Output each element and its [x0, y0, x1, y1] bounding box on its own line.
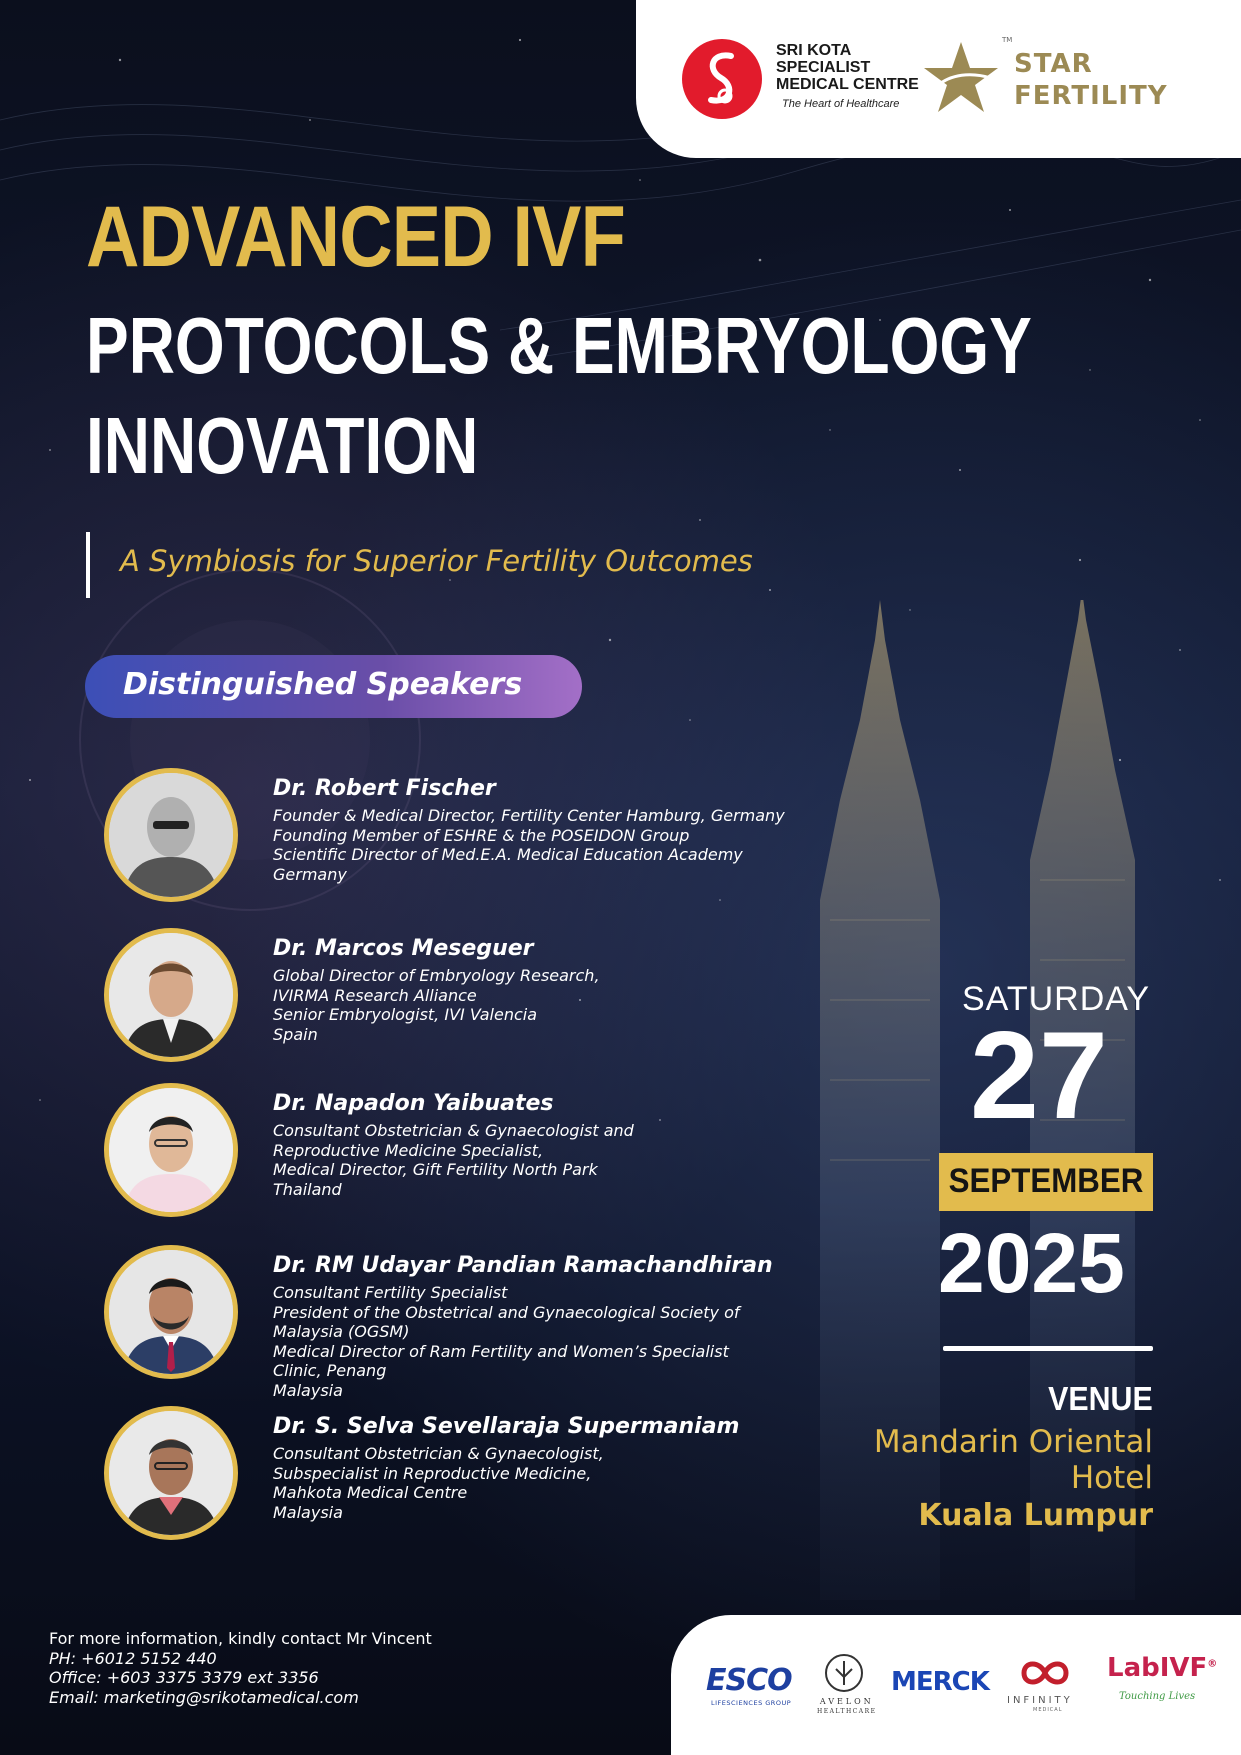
speaker-detail-line: Consultant Obstetrician & Gynaecologist,	[273, 1444, 604, 1463]
contact-email: Email: marketing@srikotamedical.com	[49, 1687, 359, 1707]
labivf-logo	[1107, 1653, 1217, 1683]
speaker-details	[273, 1283, 740, 1400]
speaker-name: Dr. RM Udayar Pandian Ramachandhiran	[273, 1253, 773, 1278]
avelon-name: AVELON	[819, 1697, 874, 1706]
speaker-detail-line: Spain	[273, 1024, 318, 1044]
person-icon	[109, 773, 233, 897]
star-fertility-line-2: FERTILITY	[1014, 81, 1168, 111]
speaker-details	[273, 966, 600, 1044]
speaker-detail-line: Clinic, Penang	[273, 1361, 387, 1380]
sri-kota-line-3: MEDICAL CENTRE	[776, 76, 919, 93]
contact-intro: For more information, kindly contact Mr Vincent	[49, 1629, 432, 1648]
event-day: 27	[970, 1007, 1108, 1145]
speaker-name: Dr. Marcos Meseguer	[273, 936, 534, 961]
speaker-detail-line: Scientific Director of Med.E.A. Medical Education Academy	[273, 845, 743, 864]
speaker-details	[273, 806, 785, 884]
title-line-1: ADVANCED IVF	[86, 189, 625, 285]
person-icon	[109, 1088, 233, 1212]
speaker-detail-line: Subspecialist in Reproductive Medicine,	[273, 1463, 592, 1483]
labivf-registered-mark: ®	[1207, 1658, 1218, 1670]
venue-label: VENUE	[1048, 1380, 1153, 1417]
title-line-3: INNOVATION	[86, 401, 479, 490]
esco-logo: ESCO	[706, 1663, 792, 1698]
speaker-detail-line: Malaysia	[273, 1502, 343, 1522]
sri-kota-logo-icon	[681, 38, 763, 120]
avelon-logo-icon	[824, 1653, 864, 1693]
speaker-detail-line: Medical Director, Gift Fertility North Park	[273, 1160, 598, 1179]
organizer-logos-panel	[636, 0, 1241, 158]
infinity-logo-subtext: MEDICAL	[1033, 1707, 1063, 1713]
speaker-detail-line: Global Director of Embryology Research,	[273, 966, 600, 985]
sri-kota-tagline: The Heart of Healthcare	[782, 98, 900, 110]
speaker-detail-line: Consultant Obstetrician & Gynaecologist and	[273, 1121, 634, 1140]
event-weekday: SATURDAY	[962, 980, 1151, 1018]
speaker-detail-line: Malaysia	[273, 1380, 343, 1400]
speaker-detail-line: Founder & Medical Director, Fertility Center Hamburg, Germany	[273, 806, 785, 825]
venue-name-line-2: Hotel	[1070, 1460, 1153, 1496]
infinity-logo-icon	[1016, 1655, 1074, 1691]
star-fertility-line-1: STAR	[1014, 49, 1093, 79]
date-divider	[943, 1346, 1153, 1351]
speaker-detail-line: President of the Obstetrical and Gynaecological Society of	[273, 1302, 740, 1322]
contact-info	[49, 1629, 432, 1707]
venue-city: Kuala Lumpur	[918, 1498, 1153, 1533]
sponsor-logos-panel	[671, 1615, 1241, 1755]
speaker-photo	[104, 768, 238, 902]
speaker-detail-line: Thailand	[273, 1179, 342, 1199]
labivf-name: LabIVF	[1107, 1653, 1208, 1683]
speaker-detail-line: Consultant Fertility Specialist	[273, 1283, 508, 1302]
speaker-photo	[104, 1406, 238, 1540]
star-fertility-logo-icon	[921, 38, 1001, 118]
speaker-name: Dr. S. Selva Sevellaraja Supermaniam	[273, 1414, 740, 1439]
speaker-name: Dr. Robert Fischer	[273, 776, 496, 801]
speaker-name: Dr. Napadon Yaibuates	[273, 1091, 554, 1116]
person-icon	[109, 1411, 233, 1535]
speaker-detail-line: Mahkota Medical Centre	[273, 1483, 468, 1502]
speaker-detail-line: Germany	[273, 864, 347, 884]
sri-kota-line-2: SPECIALIST	[776, 59, 871, 76]
speaker-details	[273, 1121, 634, 1199]
event-year: 2025	[938, 1216, 1125, 1310]
speaker-detail-line: Malaysia (OGSM)	[273, 1322, 410, 1341]
speaker-details	[273, 1444, 604, 1522]
labivf-tagline: Touching Lives	[1119, 1691, 1196, 1702]
speaker-detail-line: Senior Embryologist, IVI Valencia	[273, 1005, 538, 1024]
sri-kota-logo-text	[776, 42, 919, 93]
avelon-logo-text	[817, 1697, 877, 1717]
event-month-badge	[939, 1153, 1153, 1211]
speaker-detail-line: IVIRMA Research Alliance	[273, 985, 477, 1005]
sri-kota-line-1: SRI KOTA	[776, 42, 852, 59]
speaker-detail-line: Medical Director of Ram Fertility and Women’s Specialist	[273, 1341, 729, 1361]
subtitle-accent-bar	[86, 532, 90, 598]
venue-name-line-1: Mandarin Oriental	[873, 1424, 1153, 1460]
esco-logo-subtext: LIFESCIENCES GROUP	[711, 1699, 792, 1707]
contact-office: Office: +603 3375 3379 ext 3356	[49, 1668, 319, 1687]
avelon-subtext: HEALTHCARE	[817, 1708, 877, 1715]
star-fertility-logo-text	[1014, 48, 1168, 112]
speaker-photo	[104, 1245, 238, 1379]
person-icon	[109, 1250, 233, 1374]
speakers-heading-pill	[85, 655, 582, 718]
speaker-photo	[104, 928, 238, 1062]
contact-phone: PH: +6012 5152 440	[49, 1648, 217, 1668]
subtitle: A Symbiosis for Superior Fertility Outcomes	[120, 544, 753, 578]
speaker-detail-line: Reproductive Medicine Specialist,	[273, 1140, 544, 1160]
merck-logo: MERCK	[891, 1667, 989, 1697]
speaker-detail-line: Founding Member of ESHRE & the POSEIDON Group	[273, 825, 690, 845]
infinity-logo-text: INFINITY	[1007, 1695, 1073, 1706]
event-month: SEPTEMBER	[948, 1162, 1144, 1200]
speaker-photo	[104, 1083, 238, 1217]
person-icon	[109, 933, 233, 1057]
star-fertility-trademark: TM	[1002, 36, 1013, 44]
speakers-heading: Distinguished Speakers	[123, 667, 523, 702]
title-line-2: PROTOCOLS & EMBRYOLOGY	[86, 301, 1032, 390]
